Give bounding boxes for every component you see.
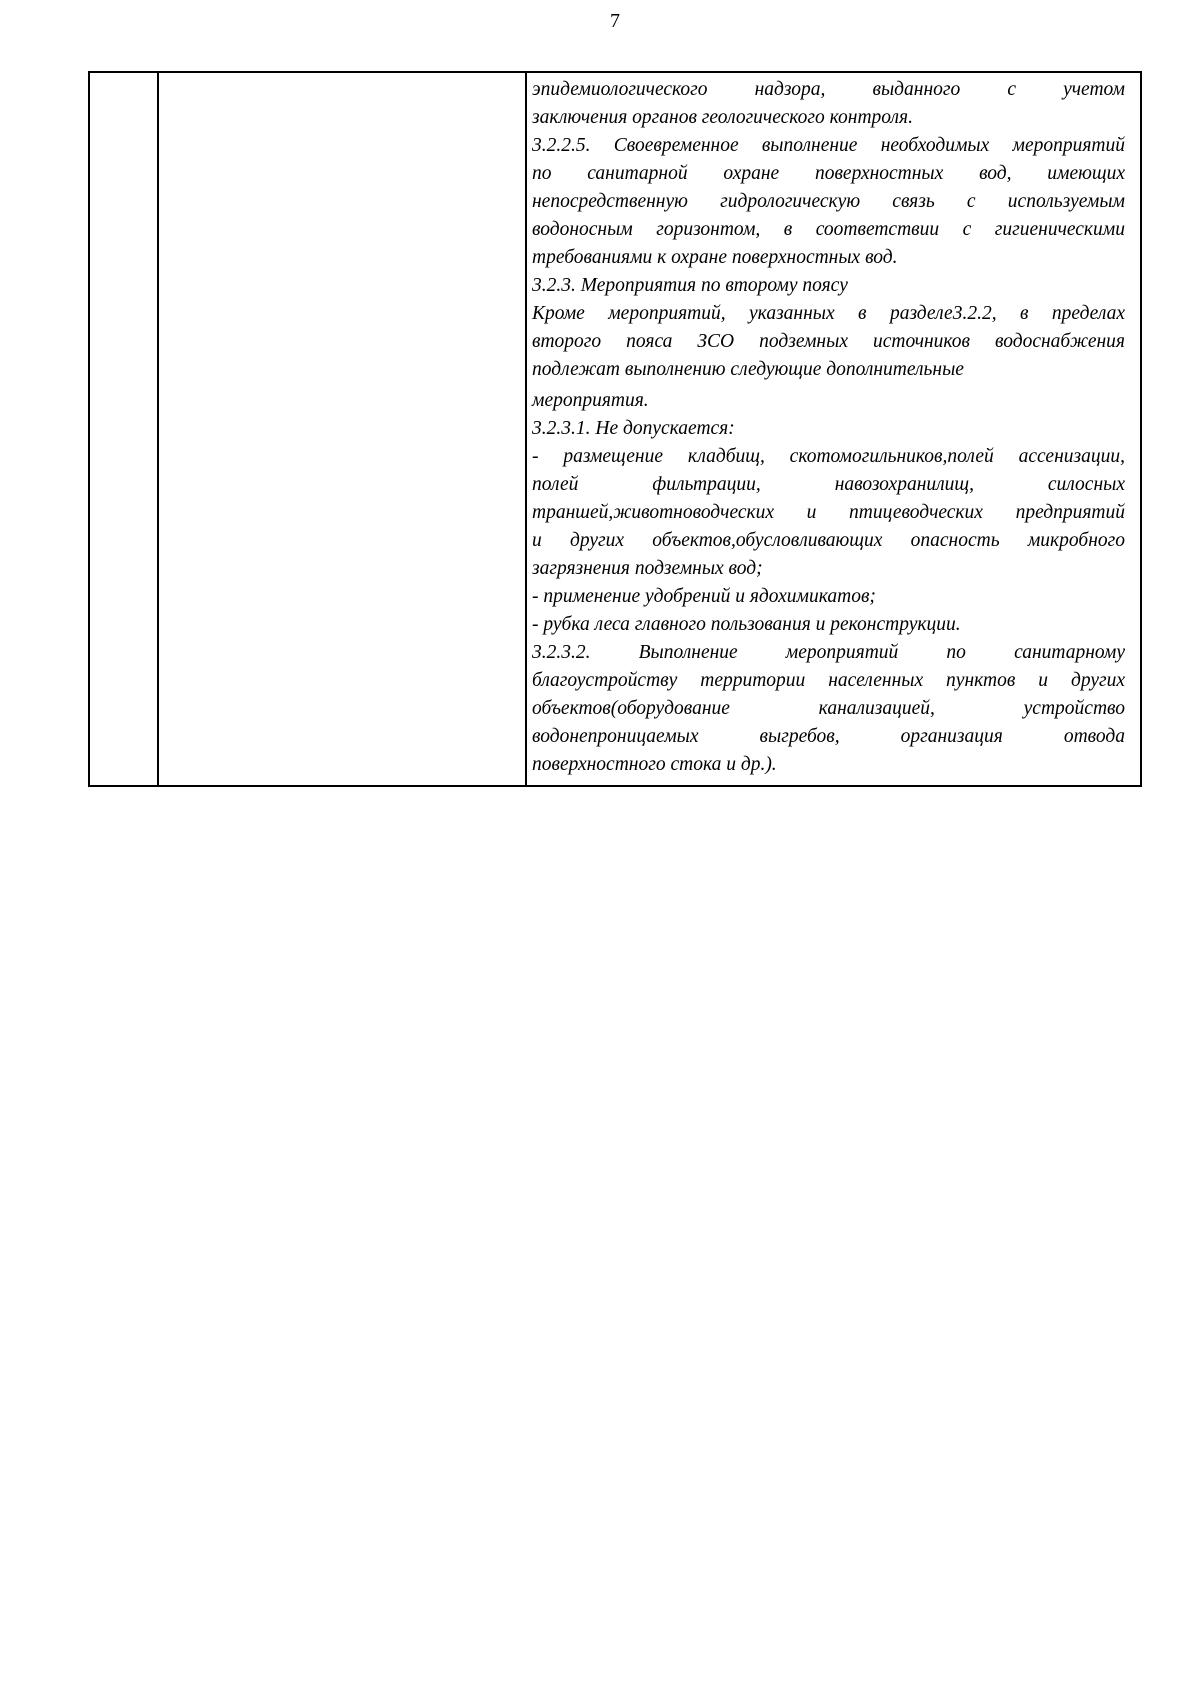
text-line: водоносным горизонтом, в соответствии с гигиеническими [532, 219, 1125, 240]
text-line: - размещение кладбищ, скотомогильников,полей ассенизации, [532, 446, 1125, 467]
measures-cell [526, 72, 1141, 786]
text-line: объектов(оборудование канализацией, устройство [532, 698, 1125, 719]
text-line: второго пояса ЗСО подземных источников водоснабжения [532, 331, 1125, 352]
page-number: 7 [610, 10, 620, 32]
text-line: 3.2.2.5. Своевременное выполнение необходимых мероприятий [532, 135, 1125, 156]
text-line: благоустройству территории населенных пунктов и других [532, 670, 1125, 691]
text-line: мероприятия. [532, 390, 649, 411]
text-line: полей фильтрации, навозохранилищ, силосных [532, 474, 1125, 495]
text-line: подлежат выполнению следующие дополнительные [532, 359, 964, 380]
text-line: поверхностного стока и др.). [532, 754, 777, 775]
text-line: Кроме мероприятий, указанных в разделе3.2.2, в пределах [532, 303, 1125, 324]
text-line: - применение удобрений и ядохимикатов; [532, 586, 876, 607]
text-line: - рубка леса главного пользования и реконструкции. [532, 614, 961, 635]
text-line: эпидемиологического надзора, выданного с учетом [532, 79, 1125, 100]
text-line: по санитарной охране поверхностных вод, имеющих [532, 163, 1125, 184]
content-table [88, 71, 1142, 787]
number-cell [89, 72, 158, 786]
table-row [89, 72, 1141, 786]
text-line: непосредственную гидрологическую связь с используемым [532, 191, 1125, 212]
text-line: требованиями к охране поверхностных вод. [532, 247, 898, 268]
text-line: и других объектов,обусловливающих опасность микробного [532, 530, 1125, 551]
name-cell [158, 72, 526, 786]
text-line: 3.2.3. Мероприятия по второму поясу [532, 275, 848, 296]
text-line: водонепроницаемых выгребов, организация отвода [532, 726, 1125, 747]
text-line: загрязнения подземных вод; [532, 558, 763, 579]
text-line: 3.2.3.2. Выполнение мероприятий по санитарному [532, 642, 1125, 663]
text-line: 3.2.3.1. Не допускается: [532, 418, 735, 439]
text-line: траншей,животноводческих и птицеводческих предприятий [532, 502, 1125, 523]
text-line: заключения органов геологического контроля. [532, 107, 913, 128]
